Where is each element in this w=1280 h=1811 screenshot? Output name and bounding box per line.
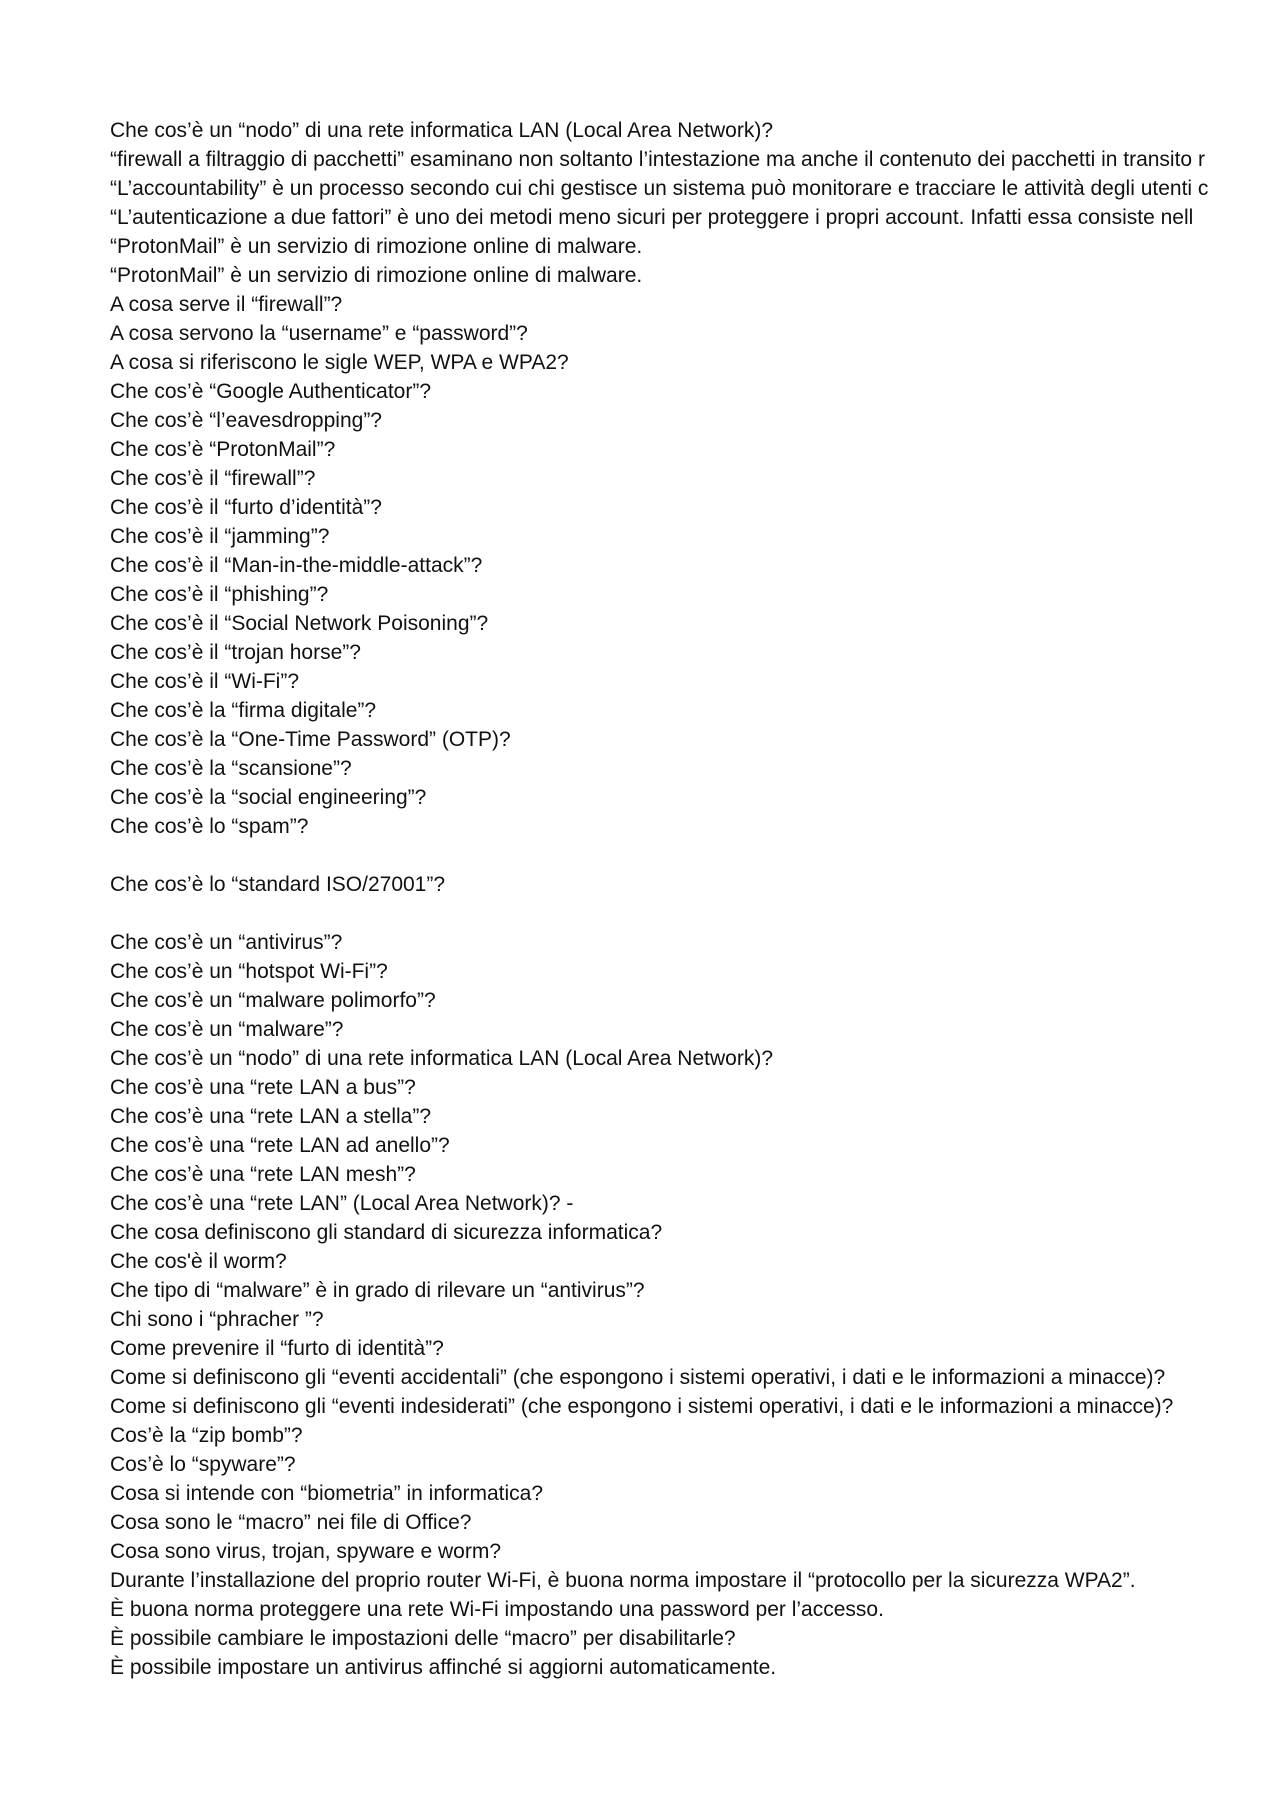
- text-line: Chi sono i “phracher ”?: [110, 1308, 324, 1331]
- text-line: È buona norma proteggere una rete Wi-Fi impostando una password per l’accesso.: [110, 1598, 884, 1621]
- text-line: Che cos’è la “firma digitale”?: [110, 699, 377, 722]
- text-line: Che cos’è il “firewall”?: [110, 467, 316, 490]
- text-line: Che cos’è il “Social Network Poisoning”?: [110, 612, 489, 635]
- text-line: Che cos’è la “social engineering”?: [110, 786, 427, 809]
- text-line: “L’accountability” è un processo secondo cui chi gestisce un sistema può monitorare e tracciare le attività degli utenti c: [110, 177, 1209, 200]
- text-line: Che cos’è “ProtonMail”?: [110, 438, 336, 461]
- text-line: Che cos’è un “malware”?: [110, 1018, 344, 1041]
- text-line: A cosa servono la “username” e “password”?: [110, 322, 528, 345]
- blank-line: [110, 841, 1280, 870]
- text-line: Che cos’è un “nodo” di una rete informatica LAN (Local Area Network)?: [110, 119, 773, 142]
- text-line: Che cos’è il “Man-in-the-middle-attack”?: [110, 554, 483, 577]
- text-line: Che cos’è un “nodo” di una rete informatica LAN (Local Area Network)?: [110, 1047, 773, 1070]
- text-line: Cos’è lo “spyware”?: [110, 1453, 296, 1476]
- text-line: Cos’è la “zip bomb”?: [110, 1424, 303, 1447]
- question-list: [110, 116, 1280, 1682]
- text-line: Che cos’è la “scansione”?: [110, 757, 352, 780]
- text-line: Che cosa definiscono gli standard di sicurezza informatica?: [110, 1221, 663, 1244]
- text-line: Che cos’è una “rete LAN mesh”?: [110, 1163, 416, 1186]
- text-line: Che cos’è un “hotspot Wi-Fi”?: [110, 960, 388, 983]
- text-line: Che cos’è una “rete LAN a bus”?: [110, 1076, 416, 1099]
- text-line: Che cos’è una “rete LAN” (Local Area Network)? -: [110, 1192, 574, 1215]
- text-line: A cosa serve il “firewall”?: [110, 293, 343, 316]
- text-line: È possibile cambiare le impostazioni delle “macro” per disabilitarle?: [110, 1627, 736, 1650]
- text-line: Cosa si intende con “biometria” in informatica?: [110, 1482, 544, 1505]
- text-line: “ProtonMail” è un servizio di rimozione online di malware.: [110, 264, 643, 287]
- text-line: Che cos’è il “Wi-Fi”?: [110, 670, 300, 693]
- text-line: Come prevenire il “furto di identità”?: [110, 1337, 444, 1360]
- text-line: Che cos’è la “One-Time Password” (OTP)?: [110, 728, 511, 751]
- text-line: Come si definiscono gli “eventi indesiderati” (che espongono i sistemi operativi, i dati e le informazioni a minacce)?: [110, 1395, 1174, 1418]
- text-line: A cosa si riferiscono le sigle WEP, WPA e WPA2?: [110, 351, 569, 374]
- text-line: Che cos’è il “jamming”?: [110, 525, 330, 548]
- text-line: Che cos’è una “rete LAN a stella”?: [110, 1105, 431, 1128]
- text-line: Che cos’è “l’eavesdropping”?: [110, 409, 382, 432]
- text-line: Che cos’è lo “spam”?: [110, 815, 309, 838]
- text-line: “ProtonMail” è un servizio di rimozione online di malware.: [110, 235, 643, 258]
- text-line: Che cos’è “Google Authenticator”?: [110, 380, 432, 403]
- text-line: Che cos’è un “antivirus”?: [110, 931, 343, 954]
- text-line: Che cos’è il “furto d’identità”?: [110, 496, 382, 519]
- text-line: Che cos’è il “phishing”?: [110, 583, 329, 606]
- text-line: Come si definiscono gli “eventi accidentali” (che espongono i sistemi operativi, i dati e le informazioni a minacce)?: [110, 1366, 1166, 1389]
- text-line: Che cos’è il “trojan horse”?: [110, 641, 361, 664]
- text-line: Che tipo di “malware” è in grado di rilevare un “antivirus”?: [110, 1279, 645, 1302]
- text-line: Durante l’installazione del proprio router Wi-Fi, è buona norma impostare il “protocollo per la sicurezza WPA2”.: [110, 1569, 1136, 1592]
- text-line: Cosa sono le “macro” nei file di Office?: [110, 1511, 472, 1534]
- blank-line: [110, 899, 1280, 928]
- text-line: È possibile impostare un antivirus affinché si aggiorni automaticamente.: [110, 1656, 777, 1679]
- text-line: Che cos’è lo “standard ISO/27001”?: [110, 873, 446, 896]
- text-line: Che cos’è una “rete LAN ad anello”?: [110, 1134, 450, 1157]
- text-line: “L’autenticazione a due fattori” è uno dei metodi meno sicuri per proteggere i propri account. Infatti essa consiste nell: [110, 206, 1194, 229]
- text-line: Che cos’è un “malware polimorfo”?: [110, 989, 436, 1012]
- text-line: Che cos'è il worm?: [110, 1250, 287, 1273]
- text-line: “firewall a filtraggio di pacchetti” esaminano non soltanto l’intestazione ma anche il contenuto dei pacchetti in transito r: [110, 148, 1205, 171]
- text-line: Cosa sono virus, trojan, spyware e worm?: [110, 1540, 501, 1563]
